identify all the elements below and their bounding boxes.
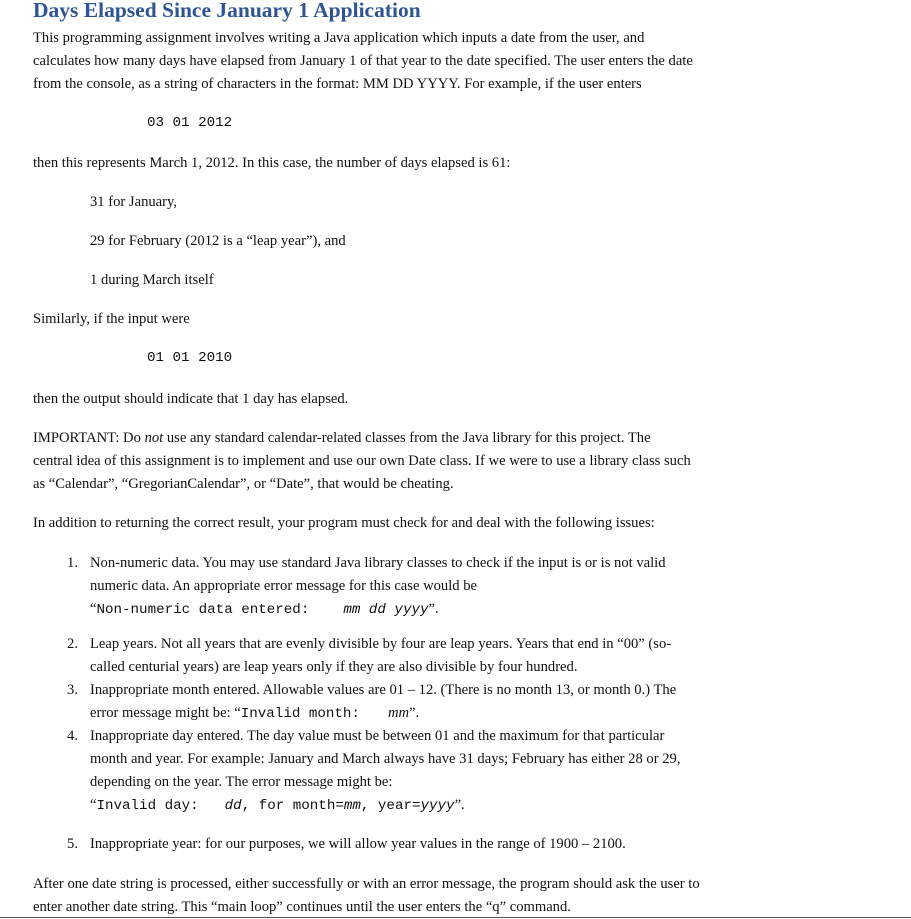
important-line-2: central idea of this assignment is to implement and use our own Date class. If we were to use a library class such: [33, 453, 691, 469]
issue-4-line-4: [90, 794, 465, 817]
issue-4-year-var: yyyy: [420, 798, 455, 814]
issue-4-error-code: Invalid day:: [96, 798, 199, 814]
issue-1-line-2: numeric data. An appropriate error message for this case would be: [90, 578, 477, 594]
issue-1-line-3: [90, 598, 439, 621]
intro-line-2: calculates how many days have elapsed from January 1 of that year to the date specified. The user enters the date: [33, 53, 693, 69]
issue-4-close: ”.: [454, 797, 465, 813]
example-1-text: then this represents March 1, 2012. In this case, the number of days elapsed is 61:: [33, 155, 511, 171]
breakdown-january: 31 for January,: [90, 194, 177, 210]
issue-3-prefix: error message might be: “: [90, 705, 241, 721]
issue-4-month-label: , for month=: [241, 798, 344, 814]
issue-1-quote-open: “: [90, 601, 97, 617]
important-line-1-rest: use any standard calendar-related classes from the Java library for this project. The: [163, 430, 651, 446]
page-bottom-border: [0, 917, 911, 918]
closing-line-1: After one date string is processed, either successfully or with an error message, the program should ask the user to: [33, 876, 700, 892]
issue-1-error-code: Non-numeric data entered:: [96, 602, 310, 618]
addition-text: In addition to returning the correct result, your program must check for and deal with the following issues:: [33, 515, 655, 531]
issue-4-year-label: , year=: [360, 798, 421, 814]
example-input-2: 01 01 2010: [147, 350, 233, 366]
closing-line-2: enter another date string. This “main loop” continues until the user enters the “q” command.: [33, 899, 571, 915]
issue-4-day-var: dd: [224, 798, 242, 814]
important-line-1: [33, 427, 651, 449]
issue-1-number: 1.: [67, 555, 78, 571]
issue-3-error-code: Invalid month:: [240, 706, 360, 722]
issue-2-line-2: called centurial years) are leap years only if they are also divisible by four hundred.: [90, 659, 578, 675]
issue-2-number: 2.: [67, 636, 78, 652]
issue-1-line-1: Non-numeric data. You may use standard Java library classes to check if the input is or is not valid: [90, 555, 666, 571]
issue-1-error-var: mm dd yyyy: [343, 602, 429, 618]
similarly-text: Similarly, if the input were: [33, 311, 190, 327]
issue-4-quote-open: “: [90, 797, 97, 813]
issue-3-line-2: [90, 702, 419, 725]
issue-5-number: 5.: [67, 836, 78, 852]
issue-5-line-1: Inappropriate year: for our purposes, we will allow year values in the range of 1900 – 2100.: [90, 836, 626, 852]
issue-4-month-var: mm: [343, 798, 361, 814]
important-line-3: as “Calendar”, “GregorianCalendar”, or “Date”, that would be cheating.: [33, 476, 454, 492]
breakdown-february: 29 for February (2012 is a “leap year”), and: [90, 233, 346, 249]
breakdown-march: 1 during March itself: [90, 272, 214, 288]
page-title: Days Elapsed Since January 1 Application: [33, 0, 421, 22]
important-not: not: [144, 430, 164, 446]
issue-3-number: 3.: [67, 682, 78, 698]
issue-4-line-2: month and year. For example: January and March always have 31 days; February has either 28 or 29,: [90, 751, 681, 767]
issue-4-number: 4.: [67, 728, 78, 744]
issue-3-close: ”.: [409, 705, 420, 721]
example-2-text: then the output should indicate that 1 day has elapsed.: [33, 391, 349, 407]
intro-line-1: This programming assignment involves writing a Java application which inputs a date from the user, and: [33, 30, 645, 46]
intro-line-3: from the console, as a string of characters in the format: MM DD YYYY. For example, if the user enters: [33, 76, 642, 92]
issue-2-line-1: Leap years. Not all years that are evenly divisible by four are leap years. Years that end in “00” (so-: [90, 636, 672, 652]
issue-3-error-var: mm: [387, 705, 410, 721]
example-input-1: 03 01 2012: [147, 115, 233, 131]
issue-4-line-1: Inappropriate day entered. The day value must be between 01 and the maximum for that particular: [90, 728, 665, 744]
issue-3-line-1: Inappropriate month entered. Allowable values are 01 – 12. (There is no month 13, or month 0.) The: [90, 682, 677, 698]
important-label: IMPORTANT: Do: [33, 430, 145, 446]
issue-1-quote-close: ”.: [428, 601, 439, 617]
issue-4-line-3: depending on the year. The error message might be:: [90, 774, 393, 790]
